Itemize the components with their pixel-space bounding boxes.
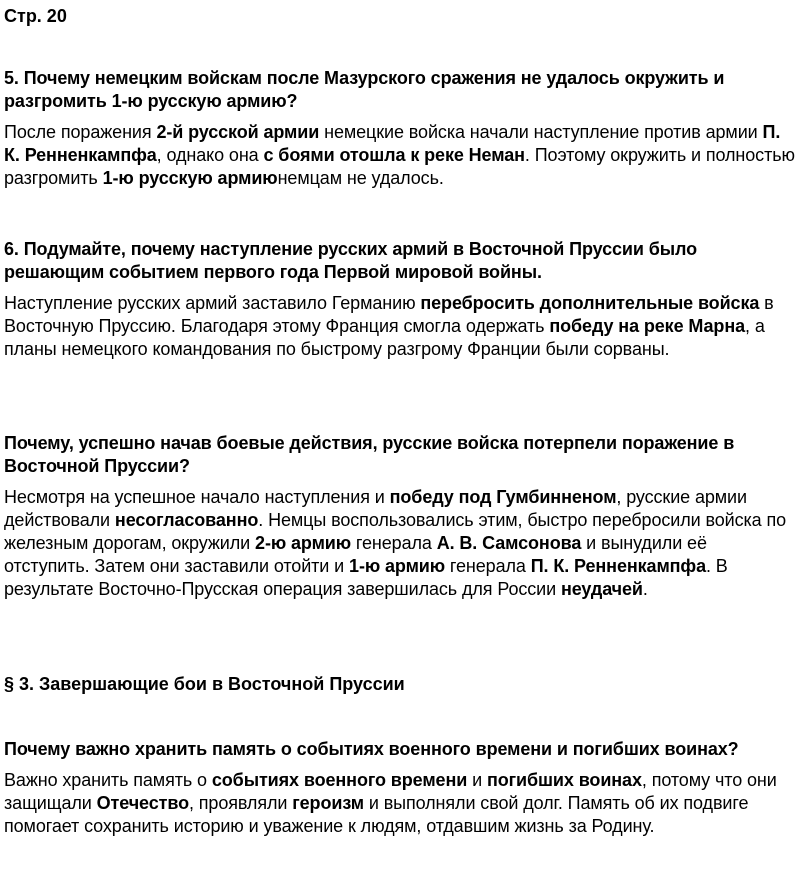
text-run: и (467, 770, 487, 790)
answer-5 (4, 121, 796, 190)
text-run: , а планы немецкого командования по быстрому разгрому Франции были сорваны. (4, 316, 765, 359)
question-defeat: Почему, успешно начав боевые действия, русские войска потерпели поражение в Восточной Пруссии? (4, 433, 735, 476)
question-memory: Почему важно хранить память о событиях военного времени и погибших воинах? (4, 739, 739, 759)
bold-text: 2-й русской армии (156, 122, 320, 142)
text-run: Несмотря на успешное начало наступления и (4, 487, 390, 507)
question-6: 6. Подумайте, почему наступление русских армий в Восточной Пруссии было решающим событием первого года Первой мировой войны. (4, 239, 698, 282)
text-run: После поражения (4, 122, 157, 142)
text-run: . (642, 579, 648, 599)
section-heading-block (4, 672, 796, 696)
text-run: генерала (445, 556, 531, 576)
bold-text: перебросить дополнительные войска (420, 293, 760, 313)
bold-text: 1-ю русскую армию (102, 168, 278, 188)
question-5: 5. Почему немецким войскам после Мазурского сражения не удалось окружить и разгромить 1-ю русскую армию? (4, 68, 725, 111)
page-number: Стр. 20 (4, 6, 67, 26)
text-run: немецкие войска начали наступление против армии (319, 122, 763, 142)
bold-text: 1-ю армию (349, 556, 446, 576)
bold-text: П. К. Ренненкампфа (530, 556, 706, 576)
bold-text: А. В. Самсонова (436, 533, 582, 553)
section-heading: § 3. Завершающие бои в Восточной Пруссии (4, 674, 405, 694)
qa-block-memory (4, 738, 796, 838)
text-run: генерала (351, 533, 437, 553)
text-run: немцам не удалось. (277, 168, 444, 188)
bold-text: неудачей (560, 579, 643, 599)
answer-memory (4, 769, 796, 838)
text-run: , потому что они защищали (4, 770, 777, 813)
bold-text: героизм (292, 793, 364, 813)
answer-6 (4, 292, 796, 361)
bold-text: погибших воинах (486, 770, 642, 790)
bold-text: победу на реке Марна (549, 316, 746, 336)
bold-text: 2-ю армию (255, 533, 352, 553)
text-run: , проявляли (188, 793, 293, 813)
bold-text: с боями отошла к реке Неман (263, 145, 525, 165)
text-run: . В результате Восточно-Прусская операция завершилась для России (4, 556, 728, 599)
bold-text: Отечество (96, 793, 189, 813)
qa-block-6 (4, 238, 796, 361)
bold-text: событиях военного времени (211, 770, 468, 790)
text-run: в Восточную Пруссию. Благодаря этому Франция смогла одержать (4, 293, 774, 336)
text-run: и вынудили её отступить. Затем они заставили отойти и (4, 533, 707, 576)
text-run: Важно хранить память о (4, 770, 212, 790)
answer-defeat (4, 486, 796, 601)
bold-text: П. К. Ренненкампфа (4, 122, 781, 165)
qa-block-5 (4, 67, 796, 190)
text-run: , однако она (156, 145, 264, 165)
text-run: и выполняли свой долг. Память об их подвиге помогает сохранить историю и уважение к людям, отдавшим жизнь за Родину. (4, 793, 749, 836)
text-run: . Немцы воспользовались этим, быстро перебросили войска по железным дорогам, окружили (4, 510, 787, 553)
text-run: Наступление русских армий заставило Германию (4, 293, 421, 313)
bold-text: несогласованно (114, 510, 259, 530)
qa-block-defeat (4, 432, 796, 601)
text-run: . Поэтому окружить и полностью разгромить (4, 145, 795, 188)
bold-text: победу под Гумбинненом (389, 487, 617, 507)
text-run: , русские армии действовали (4, 487, 747, 530)
